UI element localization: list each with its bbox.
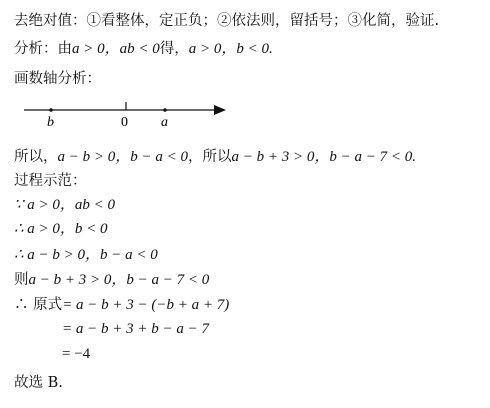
step-simplify: = a − b + 3 + b − a − 7 <box>62 321 209 337</box>
label-a: a <box>161 115 168 130</box>
step-original-expr: = a − b + 3 − (−b + a + 7) <box>62 297 230 313</box>
analysis-given: a > 0，ab < 0 <box>72 41 160 57</box>
analysis-line <box>14 40 273 58</box>
point-b <box>49 108 53 112</box>
conclusion-result: a − b + 3 > 0，b − a − 7 < 0. <box>231 149 416 165</box>
step-original <box>14 296 229 314</box>
label-zero: 0 <box>121 115 128 130</box>
step-then <box>14 271 209 289</box>
answer-line: 故选 B. <box>14 375 63 391</box>
process-heading: 过程示范： <box>14 173 87 189</box>
step-therefore-2: ∴ a − b > 0，b − a < 0 <box>14 247 158 263</box>
analysis-prefix: 分析：由 <box>14 41 72 57</box>
step-original-prefix: ∴ 原式 <box>14 297 63 313</box>
step-then-prefix: 则 <box>14 272 29 288</box>
step-result: = −4 <box>62 346 91 362</box>
rule-summary: 去绝对值：①看整体，定正负；②依法则，留括号；③化简，验证. <box>14 13 440 29</box>
analysis-result: a > 0，b < 0. <box>188 41 273 57</box>
conclusion-line <box>14 148 416 166</box>
conclusion-signs: a − b > 0，b − a < 0 <box>57 149 188 165</box>
label-b: b <box>47 115 54 130</box>
step-therefore-1: ∴ a > 0，b < 0 <box>14 221 108 237</box>
step-because: ∵ a > 0，ab < 0 <box>14 197 116 213</box>
conclusion-prefix: 所以， <box>14 149 58 165</box>
conclusion-mid: ，所以 <box>188 149 232 165</box>
point-a <box>163 108 167 112</box>
step-then-expr: a − b + 3 > 0，b − a − 7 < 0 <box>28 272 210 288</box>
number-line-arrow <box>214 105 226 115</box>
number-line <box>0 95 490 130</box>
numberline-caption: 画数轴分析： <box>14 71 101 87</box>
analysis-mid: 得， <box>159 41 189 57</box>
